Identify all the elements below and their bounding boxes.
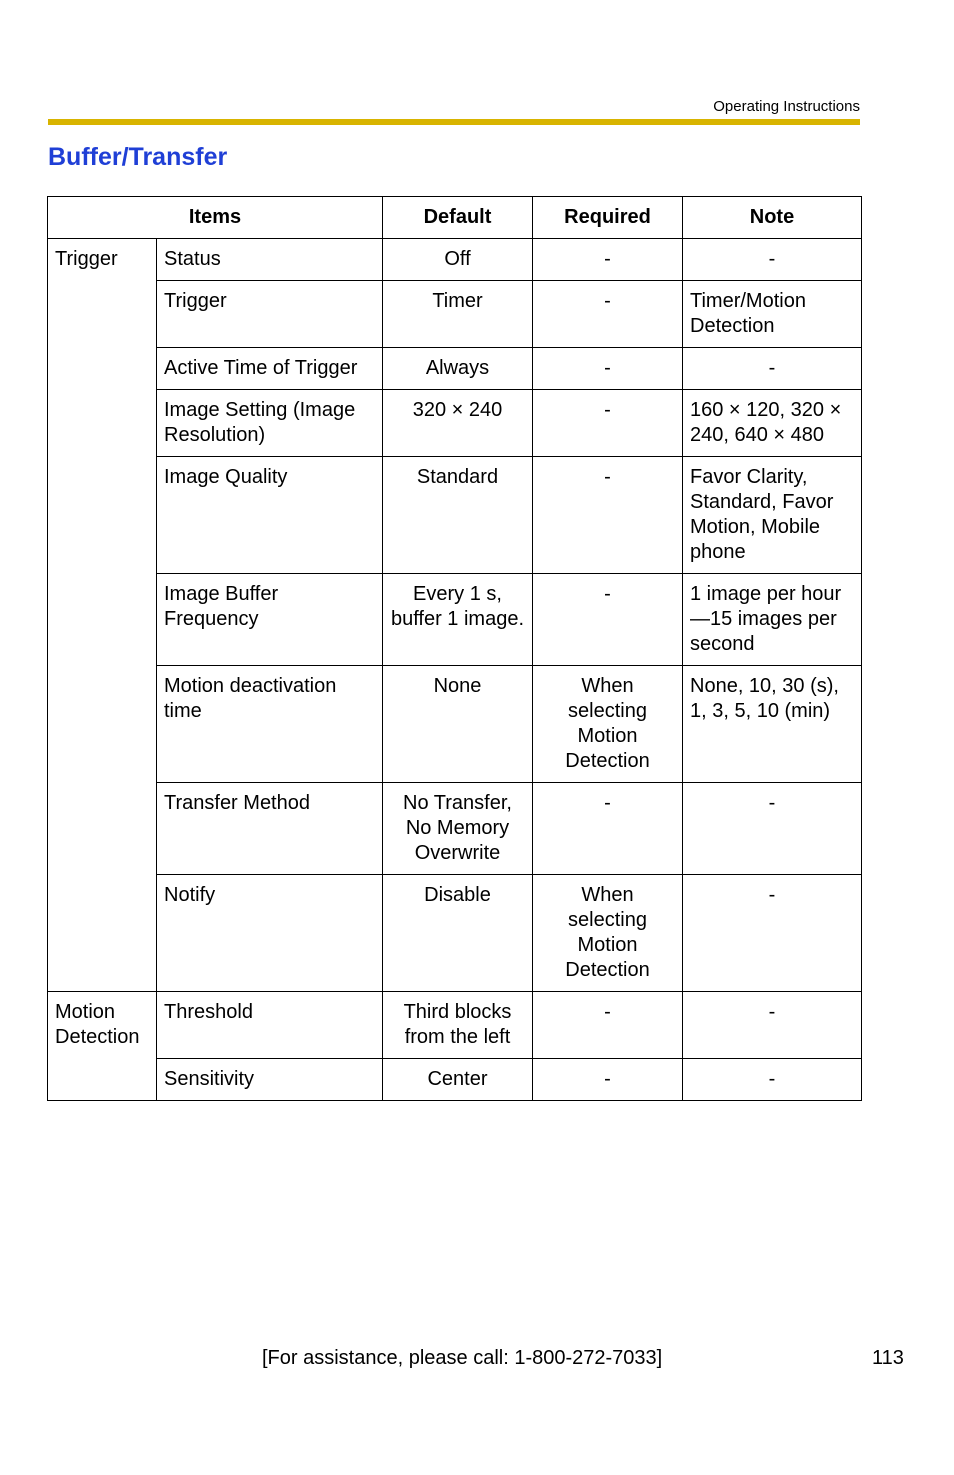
row-default: Standard: [383, 457, 533, 574]
row-note: Favor Clarity, Standard, Favor Motion, Mobile phone: [683, 457, 862, 574]
row-required: -: [533, 348, 683, 390]
row-required: -: [533, 390, 683, 457]
table-row: [48, 783, 862, 875]
row-note: -: [683, 992, 862, 1059]
row-default: Center: [383, 1059, 533, 1101]
row-item: Image Buffer Frequency: [157, 574, 383, 666]
row-item: Threshold: [157, 992, 383, 1059]
row-default: No Transfer, No Memory Overwrite: [383, 783, 533, 875]
settings-table: [47, 196, 862, 1101]
column-header-required: Required: [533, 197, 683, 239]
column-header-note: Note: [683, 197, 862, 239]
row-note: -: [683, 239, 862, 281]
table-row: [48, 457, 862, 574]
table-row: [48, 239, 862, 281]
row-required: -: [533, 992, 683, 1059]
row-required: When selecting Motion Detection: [533, 666, 683, 783]
row-item: Active Time of Trigger: [157, 348, 383, 390]
group-label-motion-detection: Motion Detection: [48, 992, 157, 1101]
row-item: Status: [157, 239, 383, 281]
row-default: Timer: [383, 281, 533, 348]
row-default: Off: [383, 239, 533, 281]
column-header-items: Items: [48, 197, 383, 239]
row-default: Every 1 s, buffer 1 image.: [383, 574, 533, 666]
row-item: Transfer Method: [157, 783, 383, 875]
group-label-trigger: Trigger: [48, 239, 157, 992]
table-row: [48, 666, 862, 783]
row-default: 320 × 240: [383, 390, 533, 457]
row-required: -: [533, 574, 683, 666]
row-note: 160 × 120, 320 × 240, 640 × 480: [683, 390, 862, 457]
row-note: -: [683, 1059, 862, 1101]
row-default: Third blocks from the left: [383, 992, 533, 1059]
table-row: [48, 574, 862, 666]
row-note: -: [683, 348, 862, 390]
row-item: Image Quality: [157, 457, 383, 574]
table-row: [48, 281, 862, 348]
section-title: Buffer/Transfer: [48, 143, 228, 171]
row-note: -: [683, 875, 862, 992]
row-item: Sensitivity: [157, 1059, 383, 1101]
row-required: -: [533, 239, 683, 281]
row-note: 1 image per hour—15 images per second: [683, 574, 862, 666]
row-item: Trigger: [157, 281, 383, 348]
table-row: [48, 875, 862, 992]
row-required: -: [533, 1059, 683, 1101]
row-item: Image Setting (Image Resolution): [157, 390, 383, 457]
table-row: [48, 390, 862, 457]
row-default: Disable: [383, 875, 533, 992]
row-required: -: [533, 457, 683, 574]
row-note: Timer/Motion Detection: [683, 281, 862, 348]
row-default: None: [383, 666, 533, 783]
row-required: -: [533, 783, 683, 875]
header-rule: [48, 119, 860, 125]
page-number: 113: [872, 1347, 904, 1369]
row-default: Always: [383, 348, 533, 390]
table-row: [48, 992, 862, 1059]
row-note: None, 10, 30 (s), 1, 3, 5, 10 (min): [683, 666, 862, 783]
row-item: Notify: [157, 875, 383, 992]
row-required: -: [533, 281, 683, 348]
row-item: Motion deactivation time: [157, 666, 383, 783]
table-row: [48, 348, 862, 390]
running-header: Operating Instructions: [713, 98, 860, 115]
column-header-default: Default: [383, 197, 533, 239]
table-header-row: [48, 197, 862, 239]
assistance-footer: [For assistance, please call: 1-800-272-7033]: [262, 1347, 663, 1369]
row-note: -: [683, 783, 862, 875]
table-row: [48, 1059, 862, 1101]
row-required: When selecting Motion Detection: [533, 875, 683, 992]
